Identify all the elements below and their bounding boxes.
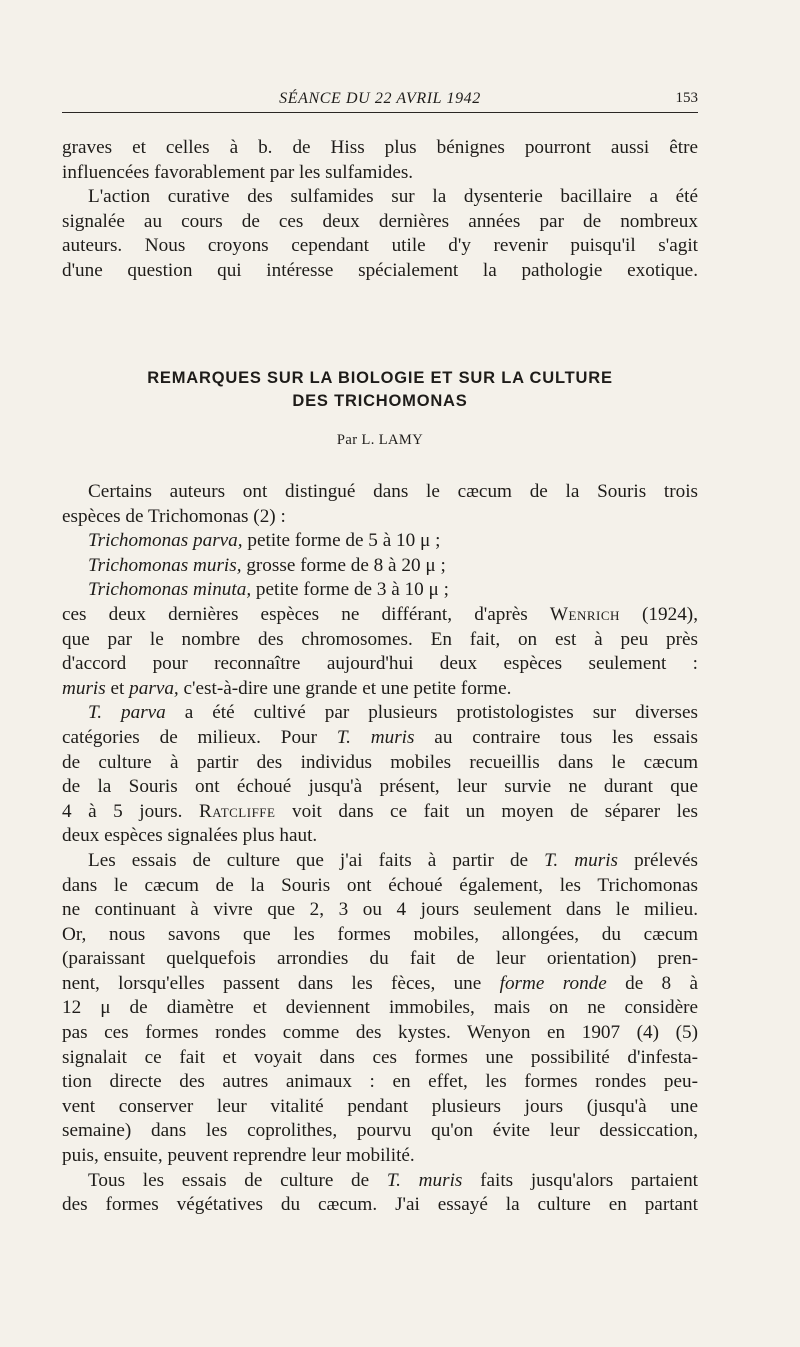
- text-run: (1924),: [619, 603, 698, 625]
- text-run: et: [105, 677, 130, 699]
- text-run: c'est-à-dire une grande et une petite forme.: [178, 677, 512, 699]
- text-line: Or, nous savons que les formes mobiles, allongées, du cæcum: [62, 923, 698, 945]
- text-line: d'accord pour reconnaître aujourd'hui deux espèces seulement :: [62, 653, 698, 675]
- species-name: T. muris: [386, 1169, 463, 1191]
- running-header: [62, 88, 698, 113]
- text-line: vent conserver leur vitalité pendant plusieurs jours (jusqu'à une: [62, 1095, 698, 1117]
- species-name: Trichomonas minuta,: [88, 579, 252, 601]
- text-line: des formes végétatives du cæcum. J'ai essayé la culture en partant: [62, 1194, 698, 1216]
- species-line: [62, 529, 698, 554]
- text-line: puis, ensuite, peuvent reprendre leur mobilité.: [62, 1145, 415, 1167]
- text-line: pas ces formes rondes comme des kystes. Wenyon en 1907 (4) (5): [62, 1022, 698, 1044]
- emphasis: forme ronde: [499, 972, 607, 994]
- text-line: de culture à partir des individus mobiles recueillis dans le cæcum: [62, 751, 698, 773]
- text-line: influencées favorablement par les sulfamides.: [62, 161, 414, 183]
- text-run: catégories de milieux. Pour: [62, 726, 337, 748]
- text-line: [62, 849, 698, 874]
- title-line: REMARQUES SUR LA BIOLOGIE ET SUR LA CULTURE: [147, 369, 613, 387]
- species-name: Trichomonas muris,: [88, 554, 242, 576]
- text-line: (paraissant quelquefois arrondies du fait de leur orientation) pren-: [62, 948, 698, 970]
- text-line: [62, 726, 698, 751]
- species-name: T. muris: [336, 726, 415, 748]
- species-name: parva,: [129, 677, 179, 699]
- species-desc: grosse forme de 8 à 20 μ ;: [241, 554, 446, 576]
- text-line: dans le cæcum de la Souris ont échoué également, les Trichomonas: [62, 874, 698, 896]
- author-name: Wenrich: [549, 603, 620, 625]
- text-line: signalée au cours de ces deux dernières années par de nombreux: [62, 210, 698, 232]
- text-run: 4 à 5 jours.: [62, 800, 199, 822]
- previous-article-ending: [62, 136, 698, 284]
- text-run: nent, lorsqu'elles passent dans les fèces, une: [62, 972, 500, 994]
- text-run: faits jusqu'alors partaient: [462, 1169, 698, 1191]
- species-line: [62, 578, 698, 603]
- species-name: T. parva: [88, 702, 166, 724]
- text-line: semaine) dans les coprolithes, pourvu qu'on évite leur dessiccation,: [62, 1120, 698, 1142]
- species-desc: petite forme de 3 à 10 μ ;: [251, 579, 449, 601]
- running-title: SÉANCE DU 22 AVRIL 1942: [279, 90, 481, 107]
- article-title: [62, 367, 698, 413]
- text-run: Les essais de culture que j'ai faits à partir de: [88, 849, 545, 871]
- species-name: muris: [62, 677, 106, 699]
- text-line: 12 μ de diamètre et deviennent immobiles, mais on ne considère: [62, 997, 698, 1019]
- text-run: voit dans ce fait un moyen de séparer les: [275, 800, 698, 822]
- text-line: signalait ce fait et voyait dans ces formes une possibilité d'infesta-: [62, 1046, 698, 1068]
- text-line: espèces de Trichomonas (2) :: [62, 505, 286, 527]
- text-run: ces deux dernières espèces ne différant, d'après: [62, 603, 550, 625]
- text-line: d'une question qui intéresse spécialement la pathologie exotique.: [62, 259, 698, 281]
- text-line: [62, 677, 698, 702]
- text-run: prélevés: [618, 849, 698, 871]
- text-run: Tous les essais de culture de: [88, 1169, 387, 1191]
- species-desc: petite forme de 5 à 10 μ ;: [242, 530, 441, 552]
- species-name: T. muris: [544, 849, 618, 871]
- text-line: de la Souris ont échoué jusqu'à présent, leur survie ne durant que: [62, 776, 698, 798]
- text-line: ne continuant à vivre que 2, 3 ou 4 jours seulement dans le milieu.: [62, 899, 698, 921]
- species-line: [62, 554, 698, 579]
- text-line: [62, 1169, 698, 1194]
- page-number: 153: [675, 90, 698, 106]
- text-line: deux espèces signalées plus haut.: [62, 825, 318, 847]
- text-run: au contraire tous les essais: [414, 726, 698, 748]
- text-line: que par le nombre des chromosomes. En fait, on est à peu près: [62, 628, 698, 650]
- author-name: Ratcliffe: [198, 800, 276, 822]
- title-line: DES TRICHOMONAS: [292, 392, 468, 410]
- text-line: [62, 603, 698, 628]
- species-name: Trichomonas parva,: [88, 530, 243, 552]
- text-line: tion directe des autres animaux : en effet, les formes rondes peu-: [62, 1071, 698, 1093]
- text-line: L'action curative des sulfamides sur la dysenterie bacillaire a été: [88, 186, 698, 208]
- text-line: [62, 701, 698, 726]
- text-run: de 8 à: [606, 972, 698, 994]
- text-line: Certains auteurs ont distingué dans le cæcum de la Souris trois: [88, 481, 698, 502]
- text-line: auteurs. Nous croyons cependant utile d'y revenir puisqu'il s'agit: [62, 235, 698, 257]
- article-author: Par L. LAMY: [336, 432, 424, 448]
- text-line: graves et celles à b. de Hiss plus bénignes pourront aussi être: [62, 137, 698, 158]
- text-line: [62, 800, 698, 825]
- text-line: [62, 972, 698, 997]
- article-body: [62, 480, 698, 1218]
- text-run: a été cultivé par plusieurs protistologistes sur diverses: [165, 702, 698, 724]
